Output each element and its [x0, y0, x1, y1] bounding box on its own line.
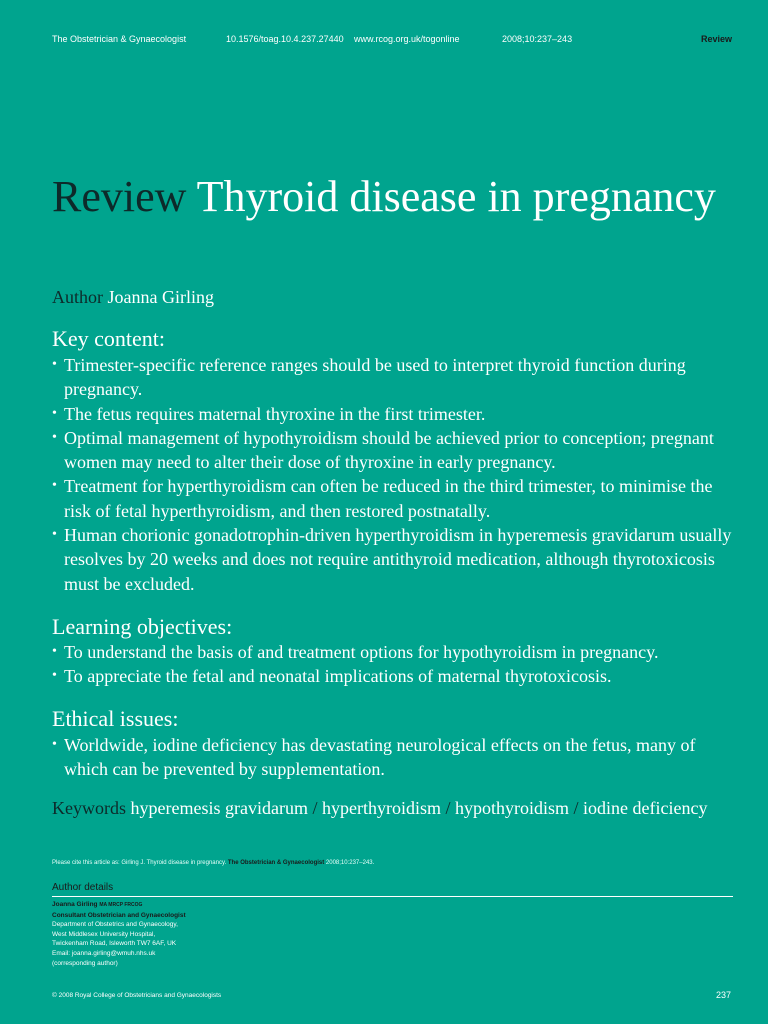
keyword: hyperthyroidism [321, 798, 441, 818]
section-label: Review [700, 34, 732, 44]
learning-objectives-list [52, 640, 752, 689]
article-title [52, 170, 732, 224]
list-item: • To appreciate the fetal and neonatal implications of maternal thyrotoxicosis. [52, 666, 612, 687]
list-item: • Human chorionic gonadotrophin-driven hyperthyroidism in hyperemesis gravidarum usually resolves by 20 weeks and does not require antithyroid medication, although thyrotoxicosis must be excluded. [52, 525, 732, 594]
list-item: • The fetus requires maternal thyroxine in the first trimester. [52, 403, 486, 424]
citation-note: Please cite this article as: Girling J. Thyroid disease in pregnancy. The Obstetrician & Gynaecologist 2008;10:237–243. [52, 860, 375, 866]
ethical-issues-list [52, 733, 742, 782]
list-item: • Trimester-specific reference ranges should be used to interpret thyroid function during pregnancy. [52, 355, 686, 400]
citation-journal: The Obstetrician & Gynaecologist [227, 860, 325, 866]
details-qualifications: MA MRCP FRCOG [99, 902, 143, 908]
title-text: Thyroid disease in pregnancy [196, 172, 716, 221]
details-role: Consultant Obstetrician and Gynaecologist [52, 911, 186, 919]
author-line [52, 286, 214, 308]
copyright: © 2008 Royal College of Obstetricians and Gynaecologists [52, 992, 222, 999]
journal-name: The Obstetrician & Gynaecologist [52, 34, 187, 44]
keyword-separator: / [445, 798, 451, 818]
page-number: 237 [715, 990, 731, 1000]
author-name: Joanna Girling [107, 287, 214, 307]
keywords-label: Keywords [52, 798, 126, 818]
author-details [52, 900, 186, 968]
details-line: Department of Obstetrics and Gynaecology, [52, 921, 178, 929]
details-name: Joanna Girling MA MRCP FRCOG [52, 901, 143, 908]
ethical-issues-heading: Ethical issues: [52, 706, 179, 731]
keyword-separator: / [573, 798, 579, 818]
keyword: hyperemesis gravidarum [130, 798, 308, 818]
year-volume: 2008;10:237–243 [502, 34, 573, 44]
list-item: • Worldwide, iodine deficiency has devastating neurological effects on the fetus, many of which can be prevented by supplementation. [52, 735, 696, 780]
key-content-list [52, 353, 742, 596]
title-label: Review [52, 172, 187, 221]
details-email: Email: joanna.girling@wmuh.nhs.uk [52, 949, 156, 957]
list-item: • Optimal management of hypothyroidism should be achieved prior to conception; pregnant women may need to alter their dose of thyroxine in early pregnancy. [52, 427, 714, 473]
details-line: West Middlesex University Hospital, [52, 930, 156, 938]
author-details-label: Author details [52, 882, 114, 893]
website: www.rcog.org.uk/togonline [354, 34, 460, 44]
keyword-separator: / [312, 798, 318, 818]
keyword: hypothyroidism [454, 798, 569, 818]
keywords [52, 796, 742, 820]
divider [52, 896, 733, 897]
keyword: iodine deficiency [583, 798, 708, 818]
list-item: • Treatment for hyperthyroidism can often be reduced in the third trimester, to minimise the risk of fetal hyperthyroidism, and then restored postnatally. [52, 476, 713, 521]
running-header [52, 34, 732, 46]
list-item: • To understand the basis of and treatment options for hypothyroidism in pregnancy. [52, 642, 659, 662]
author-label: Author [52, 287, 103, 307]
doi: 10.1576/toag.10.4.237.27440 [226, 34, 344, 44]
key-content-heading: Key content: [52, 326, 166, 351]
details-line: (corresponding author) [52, 959, 118, 967]
learning-objectives-heading: Learning objectives: [52, 614, 233, 639]
details-line: Twickenham Road, Isleworth TW7 6AF, UK [52, 940, 177, 948]
